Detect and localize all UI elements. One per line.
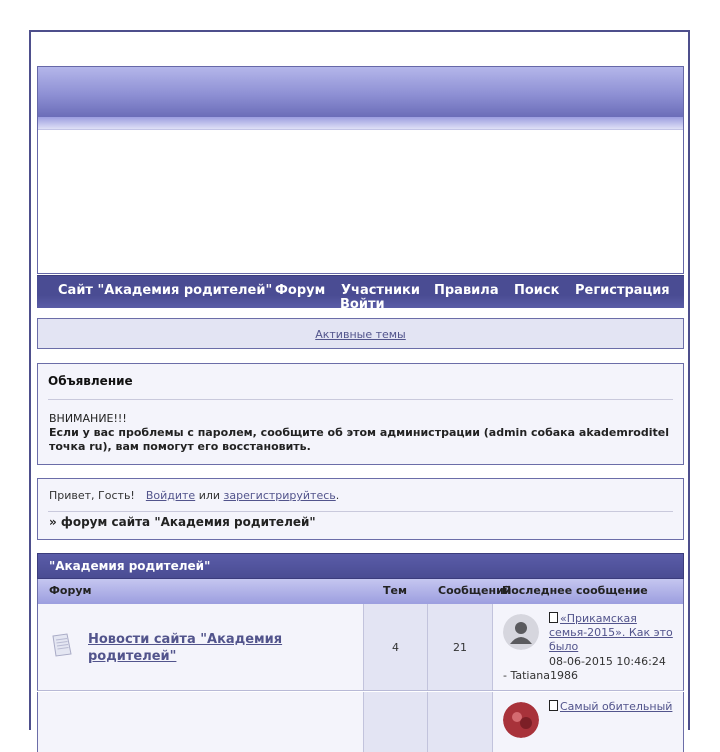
forum-row [37, 692, 684, 752]
forum-table-header [37, 579, 684, 604]
forum-page-icon [50, 632, 74, 658]
topics-count: 4 [392, 641, 399, 654]
forum-cell [38, 692, 363, 752]
forum-title-link[interactable]: Новости сайта "Академия родителей" [88, 632, 283, 664]
login-link[interactable]: Войдите [145, 489, 196, 502]
header-gradient [38, 67, 683, 117]
category-title[interactable]: "Академия родителей" [49, 559, 211, 573]
breadcrumb: » форум сайта "Академия родителей" [49, 515, 316, 529]
main-navigation [37, 275, 684, 312]
active-topics-link[interactable]: Активные темы [315, 328, 406, 341]
page-frame [29, 30, 690, 730]
header-divider [38, 129, 683, 130]
last-post-link[interactable]: Самый обительный [560, 700, 673, 713]
or-text: или [198, 489, 221, 502]
active-topics-panel [37, 318, 684, 349]
user-silhouette-icon[interactable] [503, 614, 539, 650]
nav-link-members[interactable]: Участники [341, 283, 420, 298]
nav-link-rules[interactable]: Правила [434, 283, 499, 298]
document-icon [549, 700, 558, 711]
announcement-warning: ВНИМАНИЕ!!! [49, 412, 127, 425]
document-icon [549, 612, 558, 623]
last-post-link[interactable]: «Прикамская семья-2015». Как это было [549, 612, 673, 653]
site-header-banner [37, 66, 684, 274]
nav-link-register[interactable]: Регистрация [575, 283, 670, 298]
red-avatar-icon[interactable] [503, 702, 539, 738]
nav-link-forum[interactable]: Форум [275, 283, 326, 298]
posts-count: 21 [453, 641, 467, 654]
last-post-author[interactable]: Tatiana1986 [510, 669, 578, 682]
col-forum: Форум [49, 584, 92, 597]
welcome-panel [37, 478, 684, 540]
posts-count-cell [427, 692, 492, 752]
register-link[interactable]: зарегистрируйтесь [223, 489, 336, 502]
last-post-date: 08-06-2015 10:46:24 - [503, 655, 666, 682]
col-posts: Сообщений [438, 584, 512, 597]
last-post-meta [503, 655, 673, 683]
welcome-divider [48, 511, 673, 512]
announcement-panel [37, 363, 684, 465]
last-post-cell [492, 692, 683, 752]
last-post-topic [549, 700, 677, 714]
forum-cell [38, 604, 363, 690]
topics-count-cell [363, 604, 427, 690]
announcement-text: Если у вас проблемы с паролем, сообщите об этом администрации (admin собака akademroditel точка ru), вам помогут его восстановить. [49, 426, 669, 453]
welcome-period: . [335, 489, 340, 502]
topics-count-cell [363, 692, 427, 752]
nav-link-site[interactable]: Сайт "Академия родителей" [58, 283, 273, 298]
col-topics: Тем [383, 584, 407, 597]
col-last-post: Последнее сообщение [502, 584, 648, 597]
nav-link-search[interactable]: Поиск [514, 283, 560, 298]
posts-count-cell [427, 604, 492, 690]
announcement-title: Объявление [48, 374, 133, 388]
header-strip [38, 117, 683, 129]
last-post-cell [492, 604, 683, 690]
welcome-line [49, 489, 339, 502]
nav-link-login[interactable]: Войти [340, 297, 385, 312]
category-header [37, 553, 684, 579]
announcement-divider [48, 399, 673, 400]
last-post-topic [549, 612, 677, 654]
greeting-text: Привет, Гость! [49, 489, 135, 502]
forum-row [37, 604, 684, 691]
